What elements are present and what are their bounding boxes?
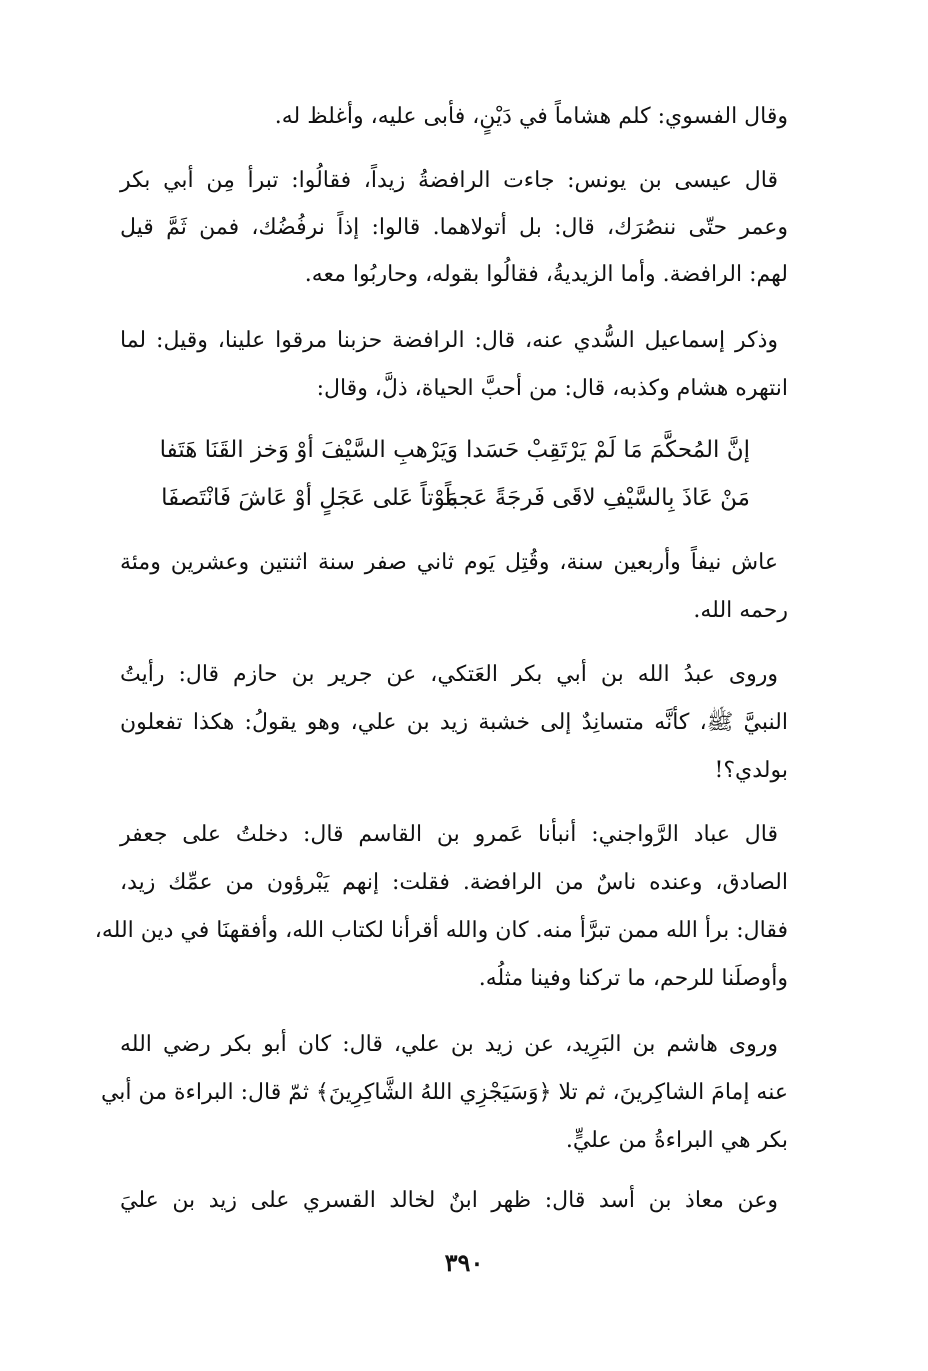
page-number: ٣٩٠ (444, 1248, 484, 1277)
text-line: انتهره هشام وكذبه، قال: من أحبَّ الحياة، ذلَّ، وقال: (316, 376, 788, 401)
text-line: وعن معاذ بن أسد قال: ظهر ابنٌ لخالد القسري على زيد بن عليَ (120, 1188, 778, 1213)
text-line: رحمه الله. (693, 598, 788, 623)
text-line: قال عيسى بن يونس: جاءت الرافضةُ زيداً، فقالُوا: تبرأ مِن أبي بكر (120, 168, 778, 193)
text-line: قال عباد الرَّواجني: أنبأنا عَمرو بن القاسم قال: دخلتُ على جعفر (120, 822, 778, 847)
text-line: عاش نيفاً وأربعين سنة، وقُتِل يَوم ثاني صفر سنة اثنتين وعشرين ومئة (120, 550, 778, 575)
text-line: وروى هاشم بن البَرِيد، عن زيد بن علي، قال: كان أبو بكر رضي الله (120, 1032, 778, 1057)
text-line: وأوصلَنا للرحم، ما تركنا وفينا مثلُه. (478, 966, 788, 991)
text-line: وروى عبدُ الله بن أبي بكر العَتكي، عن جرير بن حازم قال: رأيتُ (120, 662, 778, 687)
text-line: بولدي؟! (714, 758, 788, 783)
verse-first-hemistich: مَنْ عَاذَ بِالسَّيْفِ لاقَى فَرجَةً عَجباً (444, 485, 750, 511)
text-line: الصادق، وعنده ناسٌ من الرافضة. فقلت: إنهم يَبْرؤون من عمِّك زيد، (120, 870, 788, 895)
verse-second-hemistich: وَيَرْهبِ السَّيْفَ أوْ وَخز القَنَا هَتَفا (159, 437, 458, 463)
text-line: وقال الفسوي: كلم هشاماً في دَيْنٍ، فأبى عليه، وأغلظ له. (274, 104, 788, 129)
text-line: وعمر حتّى ننصُرَك، قال: بل أتولاهما. قالوا: إذاً نرفُضُك، فمن ثَمَّ قيل (120, 215, 788, 240)
text-line: بكر هي البراءةُ من عليٍّ. (565, 1128, 788, 1153)
text-line: عنه إمامَ الشاكِرينَ، ثم تلا ﴿وَسَيَجْزِي اللهُ الشَّاكِرِينَ﴾ ثمّ قال: البراءة من أبي (100, 1080, 788, 1105)
verse-first-hemistich: إنَّ المُحكَّمَ مَا لَمْ يَرْتَقِبْ حَسَدا (466, 437, 750, 463)
text-line: النبيَّ ﷺ، كأنَّه متسانِدٌ إلى خشبة زيد بن علي، وهو يقولُ: هكذا تفعلون (120, 710, 788, 735)
verse-second-hemistich: مَوْتاً عَلى عَجَلٍ أوْ عَاشَ فَانْتَصفَا (161, 485, 458, 511)
text-line: فقال: برأ الله ممن تبرَّأ منه. كان والله أقرأنا لكتاب الله، وأفقهنَا في دين الله، (94, 918, 788, 943)
text-line: وذكر إسماعيل السُّدي عنه، قال: الرافضة حزبنا مرقوا علينا، وقيل: لما (120, 328, 779, 353)
text-line: لهم: الرافضة. وأما الزيديةُ، فقالُوا بقوله، وحاربُوا معه. (304, 262, 788, 287)
